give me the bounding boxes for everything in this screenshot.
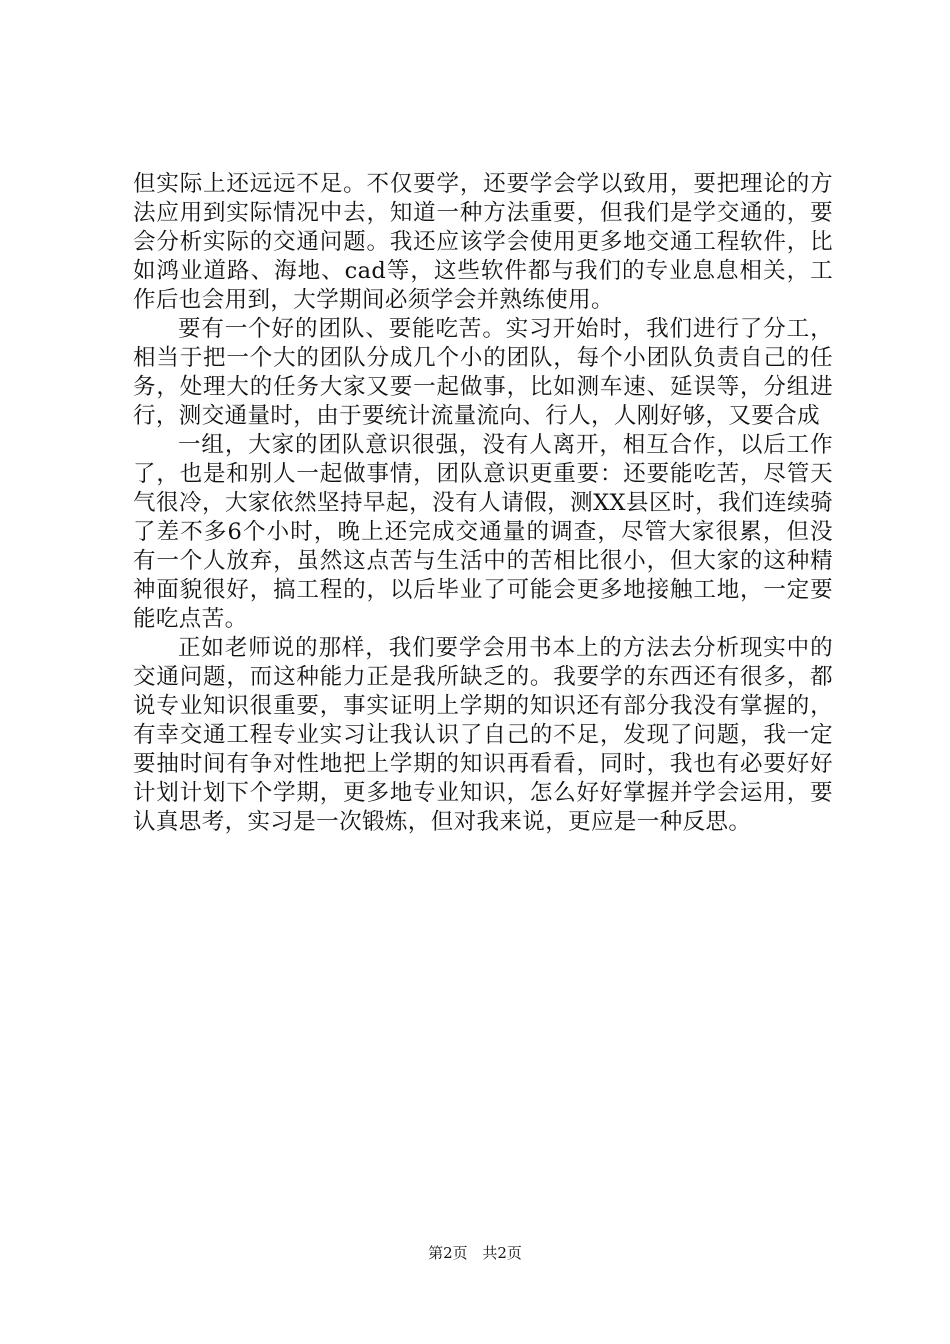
paragraph-3: 一组，大家的团队意识很强，没有人离开，相互合作，以后工作了，也是和别人一起做事情，团队意识更重要：还要能吃苦，尽管天气很冷，大家依然坚持早起，没有人请假，测XX县区时，我们连续骑了差不多6个小时，晚上还完成交通量的调查，尽管大家很累，但没有一个人放弃，虽然这点苦与生活中的苦相比很小，但大家的这种精神面貌很好，搞工程的，以后毕业了可能会更多地接触工地，一定要能吃点苦。 [133, 432, 833, 632]
page-footer [0, 1242, 950, 1263]
paragraph-2: 要有一个好的团队、要能吃苦。实习开始时，我们进行了分工，相当于把一个大的团队分成几个小的团队，每个小团队负责自己的任务，处理大的任务大家又要一起做事，比如测车速、延误等，分组进行，测交通量时，由于要统计流量流向、行人，人刚好够，又要合成 [133, 316, 833, 429]
document-body [133, 170, 833, 837]
page-total: 共2页 [482, 1244, 522, 1262]
page-number: 第2页 [428, 1244, 468, 1262]
paragraph-4: 正如老师说的那样，我们要学会用书本上的方法去分析现实中的交通问题，而这种能力正是我所缺乏的。我要学的东西还有很多，都说专业知识很重要，事实证明上学期的知识还有部分我没有掌握的，有幸交通工程专业实习让我认识了自己的不足，发现了问题，我一定要抽时间有争对性地把上学期的知识再看看，同时，我也有必要好好计划计划下个学期，更多地专业知识，怎么好好掌握并学会运用，要认真思考，实习是一次锻炼，但对我来说，更应是一种反思。 [133, 635, 833, 835]
paragraph-1: 但实际上还远远不足。不仅要学，还要学会学以致用，要把理论的方法应用到实际情况中去，知道一种方法重要，但我们是学交通的，要会分析实际的交通问题。我还应该学会使用更多地交通工程软件，比如鸿业道路、海地、cad等，这些软件都与我们的专业息息相关，工作后也会用到，大学期间必须学会并熟练使用。 [133, 171, 833, 313]
